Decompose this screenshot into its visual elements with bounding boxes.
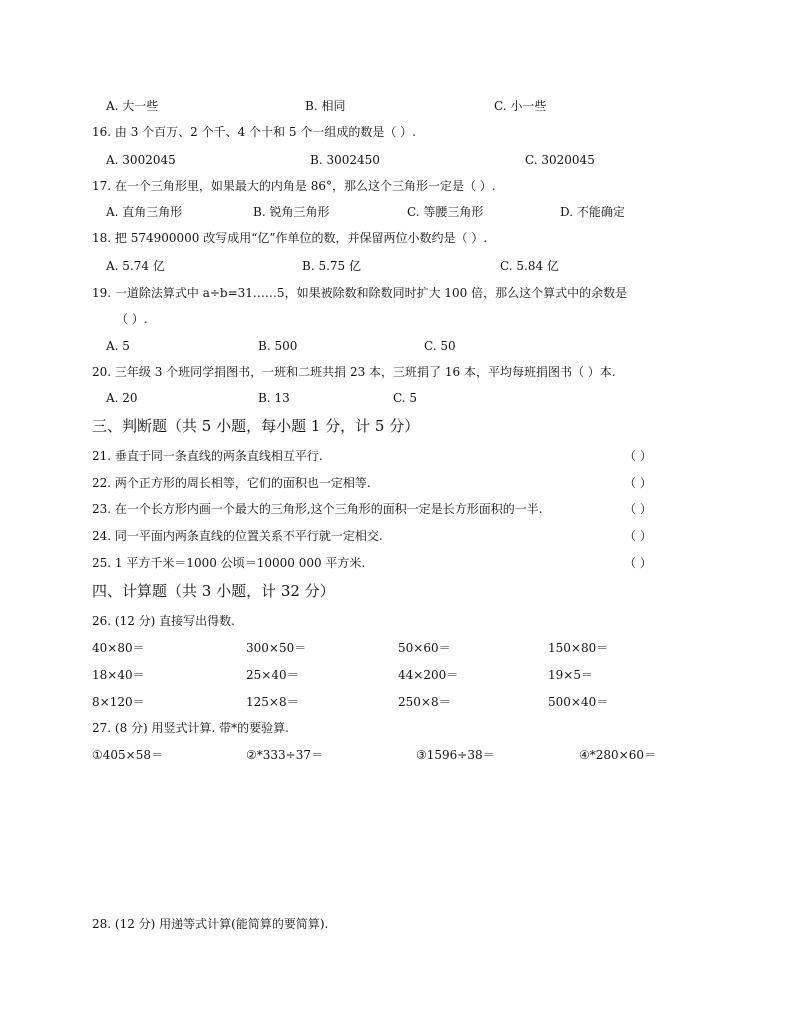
q26-item: 50×60＝ <box>398 641 451 655</box>
q17-option-c: C. 等腰三角形 <box>407 205 484 219</box>
section-3-title: 三、判断题（共 5 小题，每小题 1 分，计 5 分） <box>92 417 420 435</box>
q18-stem: 18. 把 574900000 改写成用“亿”作单位的数，并保留两位小数约是（ ）. <box>92 231 488 245</box>
q25-statement: 25. 1 平方千米＝1000 公顷＝10000 000 平方米. <box>92 556 366 570</box>
q24-answer-blank: （ ） <box>624 529 652 543</box>
q26-item: 18×40＝ <box>92 668 145 682</box>
q26-item: 25×40＝ <box>246 668 299 682</box>
q19-stem-continued: （ ）. <box>116 312 148 326</box>
q19-option-c: C. 50 <box>424 339 456 353</box>
q26-item: 8×120＝ <box>92 695 145 709</box>
q19-option-b: B. 500 <box>258 339 298 353</box>
q20-option-a: A. 20 <box>106 391 138 405</box>
q18-option-c: C. 5.84 亿 <box>500 259 559 273</box>
q27-item-2: ②*333÷37＝ <box>246 748 323 762</box>
q26-item: 44×200＝ <box>398 668 459 682</box>
q22-statement: 22. 两个正方形的周长相等，它们的面积也一定相等. <box>92 476 371 490</box>
q21-statement: 21. 垂直于同一条直线的两条直线相互平行. <box>92 449 323 463</box>
q23-answer-blank: （ ） <box>624 502 652 516</box>
q16-option-c: C. 3020045 <box>525 153 595 167</box>
q27-item-4: ④*280×60＝ <box>579 748 656 762</box>
q26-item: 300×50＝ <box>246 641 307 655</box>
q20-option-b: B. 13 <box>258 391 290 405</box>
q18-option-a: A. 5.74 亿 <box>106 259 165 273</box>
q26-item: 500×40＝ <box>548 695 609 709</box>
q26-item: 40×80＝ <box>92 641 145 655</box>
q23-statement: 23. 在一个长方形内画一个最大的三角形,这个三角形的面积一定是长方形面积的一半. <box>92 502 543 516</box>
q26-item: 150×80＝ <box>548 641 609 655</box>
q27-item-3: ③1596÷38＝ <box>416 748 495 762</box>
q24-statement: 24. 同一平面内两条直线的位置关系不平行就一定相交. <box>92 529 383 543</box>
q16-option-a: A. 3002045 <box>106 153 176 167</box>
q17-option-a: A. 直角三角形 <box>106 205 183 219</box>
q17-option-b: B. 锐角三角形 <box>253 205 330 219</box>
q17-option-d: D. 不能确定 <box>560 205 625 219</box>
q26-stem: 26. (12 分) 直接写出得数. <box>92 614 235 628</box>
q16-stem: 16. 由 3 个百万、2 个千、4 个十和 5 个一组成的数是（ ）. <box>92 125 416 139</box>
q20-stem: 20. 三年级 3 个班同学捐图书，一班和二班共捐 23 本，三班捐了 16 本，平均每班捐图书（ ）本. <box>92 365 616 379</box>
q20-option-c: C. 5 <box>393 391 418 405</box>
q15-option-a: A. 大一些 <box>106 99 159 113</box>
q27-item-1: ①405×58＝ <box>92 748 163 762</box>
q22-answer-blank: （ ） <box>624 476 652 490</box>
q19-option-a: A. 5 <box>106 339 130 353</box>
q15-option-c: C. 小一些 <box>494 99 547 113</box>
q26-item: 250×8＝ <box>398 695 451 709</box>
q25-answer-blank: （ ） <box>624 556 652 570</box>
q21-answer-blank: （ ） <box>624 449 652 463</box>
section-4-title: 四、计算题（共 3 小题，计 32 分） <box>92 582 335 600</box>
q26-item: 19×5＝ <box>548 668 593 682</box>
q16-option-b: B. 3002450 <box>310 153 380 167</box>
q27-stem: 27. (8 分) 用竖式计算. 带*的要验算. <box>92 721 289 735</box>
q17-stem: 17. 在一个三角形里，如果最大的内角是 86°，那么这个三角形一定是（ ）. <box>92 179 496 193</box>
q18-option-b: B. 5.75 亿 <box>302 259 361 273</box>
q26-item: 125×8＝ <box>246 695 299 709</box>
q15-option-b: B. 相同 <box>305 99 346 113</box>
q28-stem: 28. (12 分) 用递等式计算(能简算的要简算). <box>92 917 329 931</box>
q19-stem: 19. 一道除法算式中 a÷b=31……5，如果被除数和除数同时扩大 100 倍，那么这个算式中的余数是 <box>92 286 628 300</box>
